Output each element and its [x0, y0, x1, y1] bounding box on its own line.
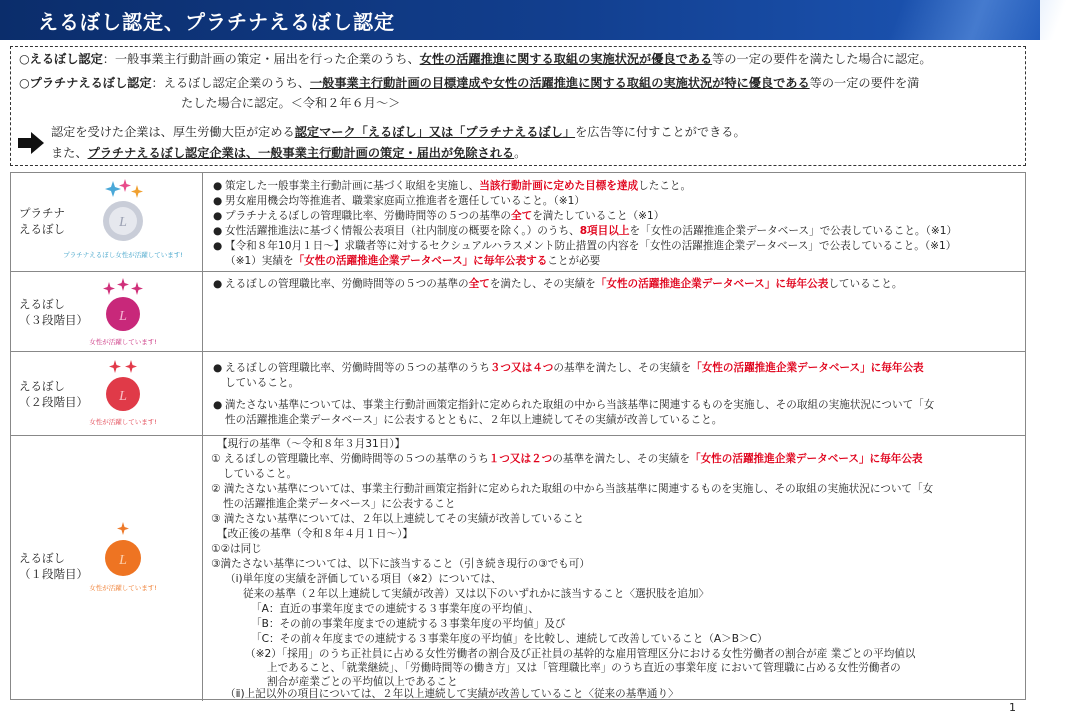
title-bar-decoration [820, 0, 1080, 40]
svg-text:L: L [119, 215, 127, 230]
criteria-subitem: 従来の基準（２年以上連続して実績が改善）又は以下のいずれかに該当すること〈選択肢を追加〉 [243, 588, 710, 600]
criteria-heading: 【改正後の基準（令和８年４月１日～）】 [217, 528, 413, 540]
row-criteria-cell [203, 272, 1025, 351]
criteria-note-cont: 上であること、「就業継続」、「労働時間等の働き方」又は「管理職比率」のうち直近の事業年度 において管理職に占める女性労働者の [267, 662, 901, 674]
criteria-item: ● 男女雇用機会均等推進者、職業家庭両立推進者を選任していること。（※1） [213, 195, 585, 207]
criteria-subitem: 「A：直近の事業年度までの連続する３事業年度の平均値」、 [251, 603, 539, 615]
criteria-table [10, 172, 1026, 700]
row-label: えるぼし （１段階目） [19, 551, 88, 581]
row-label: えるぼし （３段階目） [19, 297, 88, 327]
criteria-item: ② 満たさない基準については、事業主行動計画策定指針に定められた取組の中から当該基準に関連するものを実施し、その取組の実施状況について「女 [211, 483, 934, 495]
criteria-item-cont: していること。 [223, 468, 298, 480]
criteria-subitem: 「B：その前の事業年度までの連続する３事業年度の平均値」及び [251, 618, 566, 630]
eruboshi-2-logo [87, 356, 159, 432]
row-criteria-cell [203, 352, 1025, 435]
platinum-eruboshi-logo [63, 177, 183, 267]
criteria-item: ● えるぼしの管理職比率、労働時間等の５つの基準のうち３つ又は４つの基準を満たし、その実績を「女性の活躍推進企業データベース」に毎年公表 [213, 362, 924, 374]
summary-line-1: ○えるぼし認定：一般事業主行動計画の策定・届出を行った企業のうち、女性の活躍推進に関する取組の実施状況が優良である等の一定の要件を満たした場合に認定。 [19, 52, 932, 66]
criteria-item: ③満たさない基準については、以下に該当すること（引き続き現行の③でも可） [211, 558, 590, 570]
row-criteria-cell [203, 436, 1025, 701]
svg-text:L: L [119, 553, 127, 568]
svg-text:L: L [119, 389, 127, 404]
criteria-heading: 【現行の基準（～令和８年３月31日）】 [217, 438, 406, 450]
criteria-subitem: 「C：その前々年度までの連続する３事業年度の平均値」を比較し、連続して改善していること（A＞B＞C） [251, 633, 768, 645]
summary-line-4: 認定を受けた企業は、厚生労働大臣が定める認定マーク「えるぼし」又は「プラチナえるぼし」を広告等に付すことができる。 [51, 125, 746, 139]
criteria-note: （※2）「採用」のうち正社員に占める女性労働者の割合及び正社員の基幹的な雇用管理区分における女性労働者の割合が産 業ごとの平均値以 [245, 648, 916, 660]
criteria-subitem: （ⅱ)上記以外の項目については、２年以上連続して実績が改善していること〈従来の基準通り〉 [225, 688, 679, 700]
table-row-eruboshi-2 [11, 352, 1025, 436]
criteria-item-cont: していること。 [225, 377, 300, 389]
criteria-item: ● 【令和８年10月１日～】求職者等に対するセクシュアルハラスメント防止措置の内容を「女性の活躍推進企業データベース」で公表していること。（※1） [213, 240, 957, 252]
svg-text:女性が活躍しています!: 女性が活躍しています! [89, 338, 157, 346]
title-bar [0, 0, 1040, 40]
summary-box [10, 46, 1026, 166]
svg-text:女性が活躍しています!: 女性が活躍しています! [89, 418, 157, 426]
page-title: えるぼし認定、プラチナえるぼし認定 [38, 10, 395, 34]
page-number: 1 [1009, 701, 1016, 714]
criteria-note: （※1）実績を「女性の活躍推進企業データベース」に毎年公表することが必要 [225, 255, 601, 267]
table-row-eruboshi-3 [11, 272, 1025, 352]
summary-line-3: たした場合に認定。＜令和２年６月～＞ [181, 96, 401, 110]
row-label-cell [11, 352, 203, 435]
arrow-right-icon [18, 132, 44, 154]
summary-line-5: また、プラチナえるぼし認定企業は、一般事業主行動計画の策定・届出が免除される。 [51, 146, 527, 160]
criteria-item: ● 女性活躍推進法に基づく情報公表項目（社内制度の概要を除く。）のうち、8項目以上を「女性の活躍推進企業データベース」で公表していること。（※1） [213, 225, 958, 237]
criteria-item: ● 満たさない基準については、事業主行動計画策定指針に定められた取組の中から当該基準に関連するものを実施し、その取組の実施状況について「女 [213, 399, 935, 411]
row-label-cell [11, 436, 203, 701]
row-label-cell [11, 173, 203, 271]
svg-text:女性が活躍しています!: 女性が活躍しています! [89, 584, 157, 592]
eruboshi-3-logo [87, 276, 159, 350]
row-label-cell [11, 272, 203, 351]
criteria-note-cont: 割合が産業ごとの平均値以上であること [267, 676, 458, 688]
criteria-item: ①②は同じ [211, 543, 262, 555]
summary-line-2: ○プラチナえるぼし認定：えるぼし認定企業のうち、一般事業主行動計画の目標達成や女性の活躍推進に関する取組の実施状況が特に優良である等の一定の要件を満 [19, 76, 920, 90]
eruboshi-1-logo [87, 520, 159, 598]
row-criteria-cell [203, 173, 1025, 271]
criteria-item: ③ 満たさない基準については、２年以上連続してその実績が改善していること [211, 513, 584, 525]
table-row-eruboshi-1 [11, 436, 1025, 701]
criteria-item: ① えるぼしの管理職比率、労働時間等の５つの基準のうち１つ又は２つの基準を満たし、その実績を「女性の活躍推進企業データベース」に毎年公表 [211, 453, 923, 465]
row-label: プラチナ えるぼし [19, 206, 65, 236]
row-label: えるぼし （２段階目） [19, 379, 88, 409]
svg-text:L: L [119, 309, 127, 324]
criteria-subitem: （ⅰ)単年度の実績を評価している項目（※2）については、 [225, 573, 502, 585]
criteria-item-cont: 性の活躍推進企業データベース」に公表するとともに、２年以上連続してその実績が改善していること。 [225, 414, 723, 426]
criteria-item-cont: 性の活躍推進企業データベース」に公表すること [223, 498, 456, 510]
criteria-item: ● プラチナえるぼしの管理職比率、労働時間等の５つの基準の全てを満たしていること（※1） [213, 210, 665, 222]
table-row-platinum [11, 173, 1025, 272]
criteria-item: ● えるぼしの管理職比率、労働時間等の５つの基準の全てを満たし、その実績を「女性の活躍推進企業データベース」に毎年公表していること。 [213, 278, 903, 290]
criteria-item: ● 策定した一般事業主行動計画に基づく取組を実施し、当該行動計画に定めた目標を達成したこと。 [213, 180, 692, 192]
svg-text:プラチナえるぼし女性が活躍しています!: プラチナえるぼし女性が活躍しています! [63, 251, 183, 259]
